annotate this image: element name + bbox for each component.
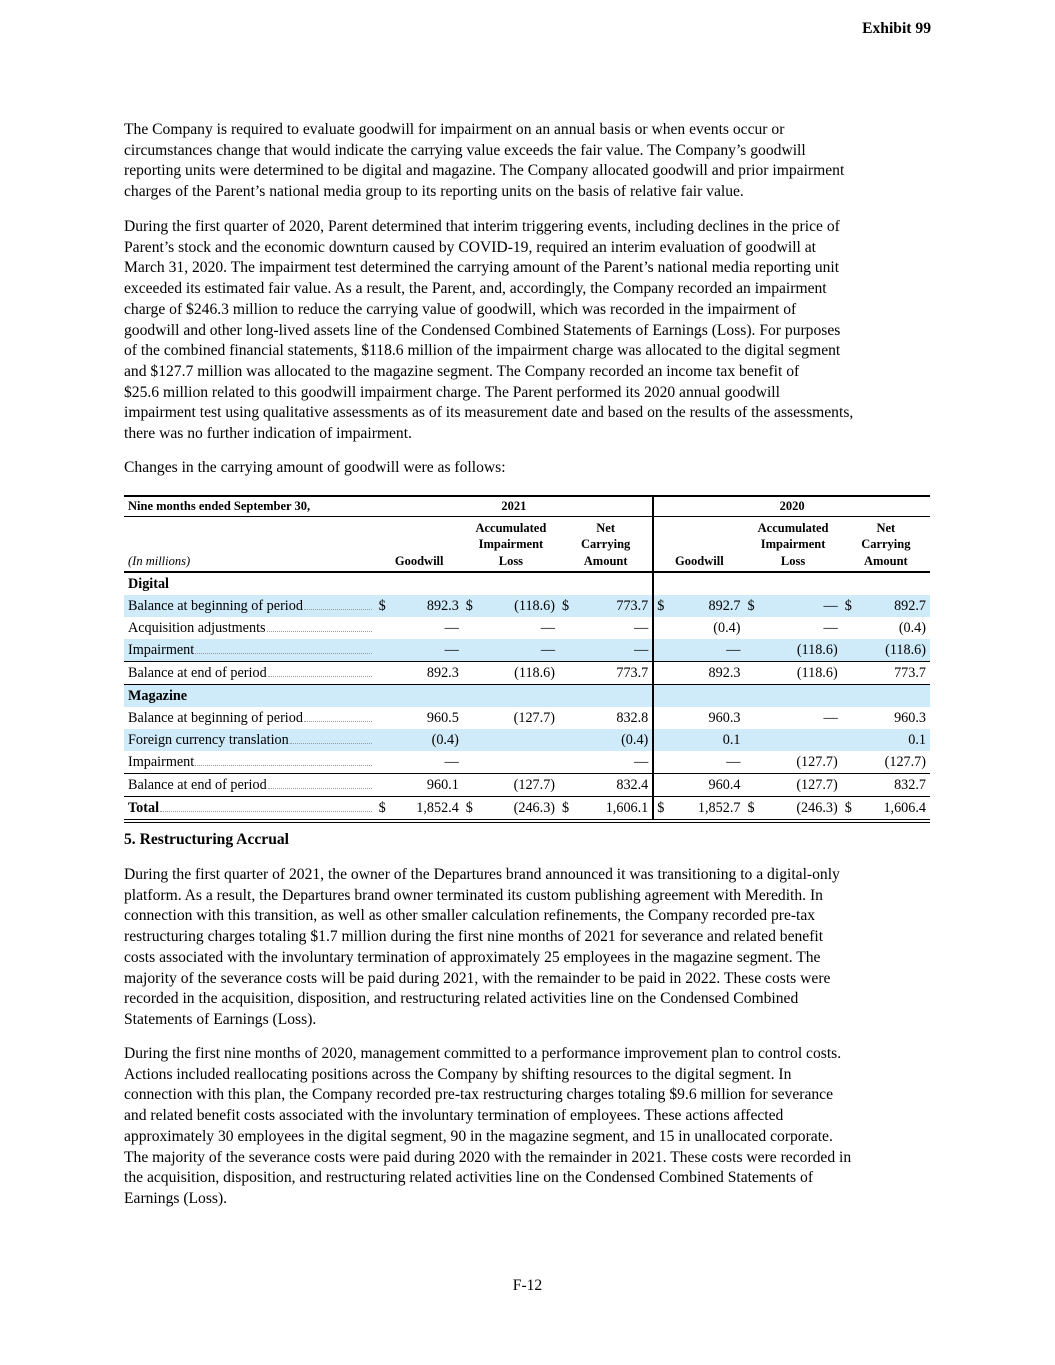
value-cell: [483, 729, 559, 751]
col-goodwill-2021: Goodwill: [376, 517, 463, 573]
text-line: During the first quarter of 2020, Parent determined that interim triggering events, including declines in the price of: [124, 218, 840, 235]
dollar-sign: [653, 774, 674, 797]
row-label: [124, 777, 376, 794]
row-label-cell: [124, 595, 376, 617]
row-label-text: Balance at end of period: [128, 776, 267, 793]
text-line: Actions included reallocating positions across the Company by shifting resources to the digital segment. In: [124, 1065, 792, 1083]
row-label-text: Balance at beginning of period: [128, 709, 303, 726]
table-row: [124, 639, 930, 662]
paragraph-goodwill-intro: [124, 120, 936, 203]
text-line: connection with this plan, the Company recorded pre-tax restructuring charges totaling $9.6 million for severance: [124, 1086, 834, 1104]
value-cell: —: [575, 751, 653, 774]
row-label-cell: [124, 774, 376, 797]
text-line: March 31, 2020. The impairment test determined the carrying amount of the Parent’s national media reporting unit: [124, 259, 840, 277]
text-line: goodwill and other long-lived assets line of the Condensed Combined Statements of Earnings (Loss). For purposes: [124, 321, 841, 339]
dollar-sign: [842, 751, 858, 774]
dollar-sign: [842, 774, 858, 797]
text-line: Earnings (Loss).: [124, 1189, 228, 1207]
header-line: Carrying: [580, 537, 631, 551]
dollar-sign: [463, 707, 483, 729]
dollar-sign: [842, 617, 858, 639]
table-row: [124, 729, 930, 751]
value-cell: 1,852.7: [674, 797, 744, 822]
dollar-sign: [463, 729, 483, 751]
dollar-sign: [842, 729, 858, 751]
page-number: F-12: [512, 1277, 543, 1294]
row-label-cell: [124, 617, 376, 639]
text-line: and related benefit costs associated with the involuntary termination of employees. These actions affected: [124, 1107, 784, 1125]
dollar-sign: [559, 729, 575, 751]
value-cell: 960.5: [426, 709, 459, 726]
table-period-header: [124, 496, 930, 517]
value-cell: 0.1: [674, 729, 744, 751]
section-label: Magazine: [124, 685, 376, 708]
dot-leader: [268, 778, 372, 789]
table-row: [124, 662, 930, 685]
row-label-text: Acquisition adjustments: [128, 619, 266, 636]
row-label-cell: [124, 639, 376, 662]
text-line: During the first quarter of 2021, the owner of the Departures brand announced it was transitioning to a digital-only: [124, 866, 840, 883]
header-line: Accumulated: [475, 520, 547, 535]
value-cell: —: [483, 639, 559, 662]
value-cell: (0.4): [396, 729, 463, 751]
text-line: of the combined financial statements, $118.6 million of the impairment charge was allocated to the digital segment: [124, 342, 841, 360]
goodwill-table: [124, 495, 930, 823]
dollar-sign: $: [376, 595, 396, 617]
header-line: Accumulated: [757, 520, 829, 535]
dollar-sign: $: [376, 797, 396, 822]
dollar-sign: [376, 707, 396, 729]
exhibit-label: Exhibit 99: [862, 20, 931, 37]
table-column-headers: [124, 517, 930, 573]
header-line: Net: [596, 520, 616, 535]
value-cell: 892.3: [674, 662, 744, 685]
dot-leader: [267, 621, 372, 632]
value-cell: 960.1: [396, 774, 463, 797]
value-cell: 832.7: [858, 774, 930, 797]
dollar-sign: [653, 617, 674, 639]
value-cell: 892.7: [674, 595, 744, 617]
text-line: charges of the Parent’s national media group to its reporting units on the basis of relative fair value.: [124, 183, 744, 201]
value-cell: (246.3): [765, 797, 842, 822]
units-label: (In millions): [124, 517, 376, 573]
value-cell: [483, 751, 559, 774]
col-goodwill-2020: Goodwill: [653, 517, 744, 573]
value-cell: (118.6): [483, 595, 559, 617]
text-line: During the first nine months of 2020, management committed to a performance improvement plan to control costs.: [124, 1045, 842, 1062]
row-label: [124, 754, 376, 771]
value-cell: —: [444, 753, 459, 770]
row-label: [124, 620, 376, 637]
text-line: The majority of the severance costs were paid during 2020 with the remainder in 2021. These costs were recorded in: [124, 1148, 852, 1166]
text-line: restructuring charges totaling $1.7 million during the first nine months of 2021 for severance and related benefit: [124, 928, 824, 946]
dot-leader: [268, 666, 372, 677]
row-label: [124, 710, 376, 727]
text-line: and $127.7 million was allocated to the magazine segment. The Company recorded an income tax benefit of: [124, 362, 800, 380]
dollar-sign: [559, 774, 575, 797]
header-line: Loss: [498, 553, 524, 568]
value-cell: (127.7): [765, 774, 842, 797]
table-row: [124, 797, 930, 822]
dollar-sign: [842, 639, 858, 662]
row-label: [124, 800, 376, 817]
dollar-sign: [463, 662, 483, 685]
dollar-sign: [463, 639, 483, 662]
row-label-text: Balance at beginning of period: [128, 597, 303, 614]
value-cell: 892.3: [396, 662, 463, 685]
dollar-sign: [376, 662, 396, 685]
dollar-sign: [842, 707, 858, 729]
text-line: Changes in the carrying amount of goodwill were as follows:: [124, 459, 506, 476]
dollar-sign: [744, 774, 764, 797]
text-line: approximately 30 employees in the digital segment, 90 in the magazine segment, and 15 in unallocated corporate.: [124, 1127, 833, 1145]
value-cell: 773.7: [575, 595, 653, 617]
row-label-cell: [124, 751, 376, 774]
value-cell: (118.6): [765, 662, 842, 685]
dot-leader: [290, 733, 372, 744]
text-line: there was no further indication of impairment.: [124, 425, 412, 443]
dollar-sign: [559, 751, 575, 774]
text-line: exceeded its estimated fair value. As a result, the Parent, and, accordingly, the Company recorded an impairment: [124, 280, 827, 298]
dollar-sign: [653, 707, 674, 729]
value-cell: 773.7: [575, 662, 653, 685]
row-label-text: Foreign currency translation: [128, 731, 289, 748]
row-label-cell: [124, 662, 376, 685]
value-cell: 1,606.1: [575, 797, 653, 822]
year-2021-header: 2021: [376, 496, 654, 517]
section-row: [124, 685, 930, 708]
row-label-text: Impairment: [128, 753, 195, 770]
header-line: Loss: [780, 553, 806, 568]
row-label: [124, 598, 376, 615]
col-acc-2021: [463, 517, 559, 573]
dollar-sign: $: [842, 797, 858, 822]
empty-cell: [376, 685, 654, 708]
row-label: [124, 732, 376, 749]
value-cell: 960.4: [674, 774, 744, 797]
dollar-sign: [463, 751, 483, 774]
dollar-sign: [653, 729, 674, 751]
text-line: impairment test using qualitative assessments as of its measurement date and based on the results of the assessments,: [124, 404, 854, 422]
dollar-sign: [376, 751, 396, 774]
value-cell: —: [575, 639, 653, 662]
header-line: Net: [876, 520, 896, 535]
empty-cell: [376, 572, 654, 595]
dollar-sign: $: [744, 595, 764, 617]
value-cell: —: [726, 753, 741, 770]
value-cell: —: [444, 619, 459, 636]
dot-leader: [160, 801, 372, 812]
table-row: [124, 617, 930, 639]
value-cell: (0.4): [713, 619, 741, 636]
text-line: the acquisition, disposition, and restructuring related activities line on the Condensed Combined Statements of: [124, 1169, 814, 1187]
text-line: platform. As a result, the Departures brand owner terminated its custom publishing agreement with Meredith. In: [124, 886, 823, 904]
dollar-sign: $: [559, 797, 575, 822]
col-net-2020: [842, 517, 930, 573]
dollar-sign: [559, 707, 575, 729]
header-line: Impairment: [760, 537, 826, 551]
section-label: Digital: [128, 575, 169, 592]
row-label-cell: [124, 797, 376, 822]
dollar-sign: $: [653, 595, 674, 617]
row-label-text: Impairment: [128, 641, 195, 658]
dollar-sign: [653, 639, 674, 662]
dollar-sign: [376, 729, 396, 751]
value-cell: 0.1: [858, 729, 930, 751]
table-row: [124, 707, 930, 729]
dollar-sign: [744, 707, 764, 729]
empty-cell: [653, 572, 930, 595]
dollar-sign: $: [559, 595, 575, 617]
value-cell: —: [823, 619, 838, 636]
header-line: Carrying: [861, 537, 911, 551]
value-cell: —: [396, 639, 463, 662]
row-label-cell: [124, 729, 376, 751]
section-row: [124, 572, 930, 595]
dollar-sign: $: [744, 797, 764, 822]
section-heading: 5. Restructuring Accrual: [124, 831, 290, 848]
dollar-sign: [463, 774, 483, 797]
text-line: Parent’s stock and the economic downturn caused by COVID-19, required an interim evaluation of goodwill at: [124, 238, 817, 256]
text-line: Statements of Earnings (Loss).: [124, 1010, 317, 1028]
value-cell: (127.7): [483, 774, 559, 797]
dollar-sign: $: [463, 595, 483, 617]
empty-cell: [653, 685, 930, 708]
value-cell: —: [674, 639, 744, 662]
table-row: [124, 751, 930, 774]
value-cell: 1,852.4: [396, 797, 463, 822]
dollar-sign: [463, 617, 483, 639]
dot-leader: [304, 711, 372, 722]
value-cell: —: [765, 595, 842, 617]
value-cell: —: [540, 619, 556, 636]
paragraph-impairment-2020: [124, 217, 936, 445]
dollar-sign: [559, 617, 575, 639]
value-cell: 892.3: [396, 595, 463, 617]
header-line: Amount: [863, 553, 908, 568]
value-cell: (246.3): [483, 797, 559, 822]
text-line: recorded in the acquisition, disposition, and restructuring related activities line on the Condensed Combined: [124, 990, 799, 1008]
row-label-text: Balance at end of period: [128, 664, 267, 681]
dollar-sign: [376, 639, 396, 662]
text-line: The Company is required to evaluate goodwill for impairment on an annual basis or when events occur or: [124, 121, 785, 138]
period-label: Nine months ended September 30,: [124, 496, 376, 517]
dollar-sign: [559, 639, 575, 662]
text-line: charge of $246.3 million to reduce the carrying value of goodwill, which was recorded in the impairment of: [124, 300, 797, 318]
value-cell: (0.4): [575, 729, 653, 751]
value-cell: 773.7: [858, 662, 930, 685]
text-line: reporting units were determined to be digital and magazine. The Company allocated goodwill and prior impairment: [124, 162, 845, 180]
dollar-sign: $: [842, 595, 858, 617]
dollar-sign: [376, 617, 396, 639]
value-cell: (118.6): [765, 639, 842, 662]
row-label: [124, 642, 376, 659]
value-cell: 960.3: [894, 709, 926, 726]
text-line: $25.6 million related to this goodwill impairment charge. The Parent performed its 2020 annual goodwill: [124, 383, 780, 401]
value-cell: 892.7: [858, 595, 930, 617]
text-line: majority of the severance costs will be paid during 2021, with the remainder to be paid in 2022. These costs were: [124, 969, 831, 987]
dollar-sign: [744, 662, 764, 685]
value-cell: (0.4): [898, 619, 926, 636]
value-cell: (127.7): [884, 753, 926, 770]
dollar-sign: $: [653, 797, 674, 822]
row-label-text: Total: [128, 799, 160, 816]
value-cell: [765, 729, 842, 751]
table-row: [124, 595, 930, 617]
table-row: [124, 774, 930, 797]
dollar-sign: [376, 774, 396, 797]
col-acc-2020: [744, 517, 841, 573]
dollar-sign: $: [463, 797, 483, 822]
value-cell: 832.8: [575, 707, 653, 729]
value-cell: 960.3: [708, 709, 741, 726]
text-line: connection with this transition, as well as other smaller calculation refinements, the Company recorded pre-tax: [124, 907, 816, 925]
dollar-sign: [744, 751, 764, 774]
paragraph-restructuring-2020: [124, 1044, 936, 1210]
dollar-sign: [744, 729, 764, 751]
value-cell: (127.7): [796, 753, 838, 770]
year-2020-header: 2020: [653, 496, 930, 517]
row-label-cell: [124, 707, 376, 729]
dollar-sign: [842, 662, 858, 685]
header-line: Impairment: [478, 537, 544, 551]
dollar-sign: [653, 751, 674, 774]
header-line: Amount: [583, 553, 628, 568]
value-cell: 1,606.4: [858, 797, 930, 822]
value-cell: —: [575, 617, 653, 639]
value-cell: (127.7): [513, 709, 556, 726]
col-net-2021: [559, 517, 653, 573]
text-line: circumstances change that would indicate the carrying value exceeds the fair value. The Company’s goodwill: [124, 141, 806, 159]
value-cell: —: [823, 709, 838, 726]
paragraph-changes-intro: [124, 458, 936, 479]
dot-leader: [195, 643, 371, 654]
dot-leader: [195, 755, 371, 766]
value-cell: (118.6): [858, 639, 930, 662]
value-cell: (118.6): [483, 662, 559, 685]
dollar-sign: [559, 662, 575, 685]
dollar-sign: [744, 639, 764, 662]
text-line: costs associated with the involuntary termination of approximately 25 employees in the magazine segment. The: [124, 948, 821, 966]
row-label: [124, 665, 376, 682]
dollar-sign: [653, 662, 674, 685]
dollar-sign: [744, 617, 764, 639]
dot-leader: [304, 599, 372, 610]
value-cell: 832.4: [575, 774, 653, 797]
paragraph-restructuring-2021: [124, 865, 936, 1031]
